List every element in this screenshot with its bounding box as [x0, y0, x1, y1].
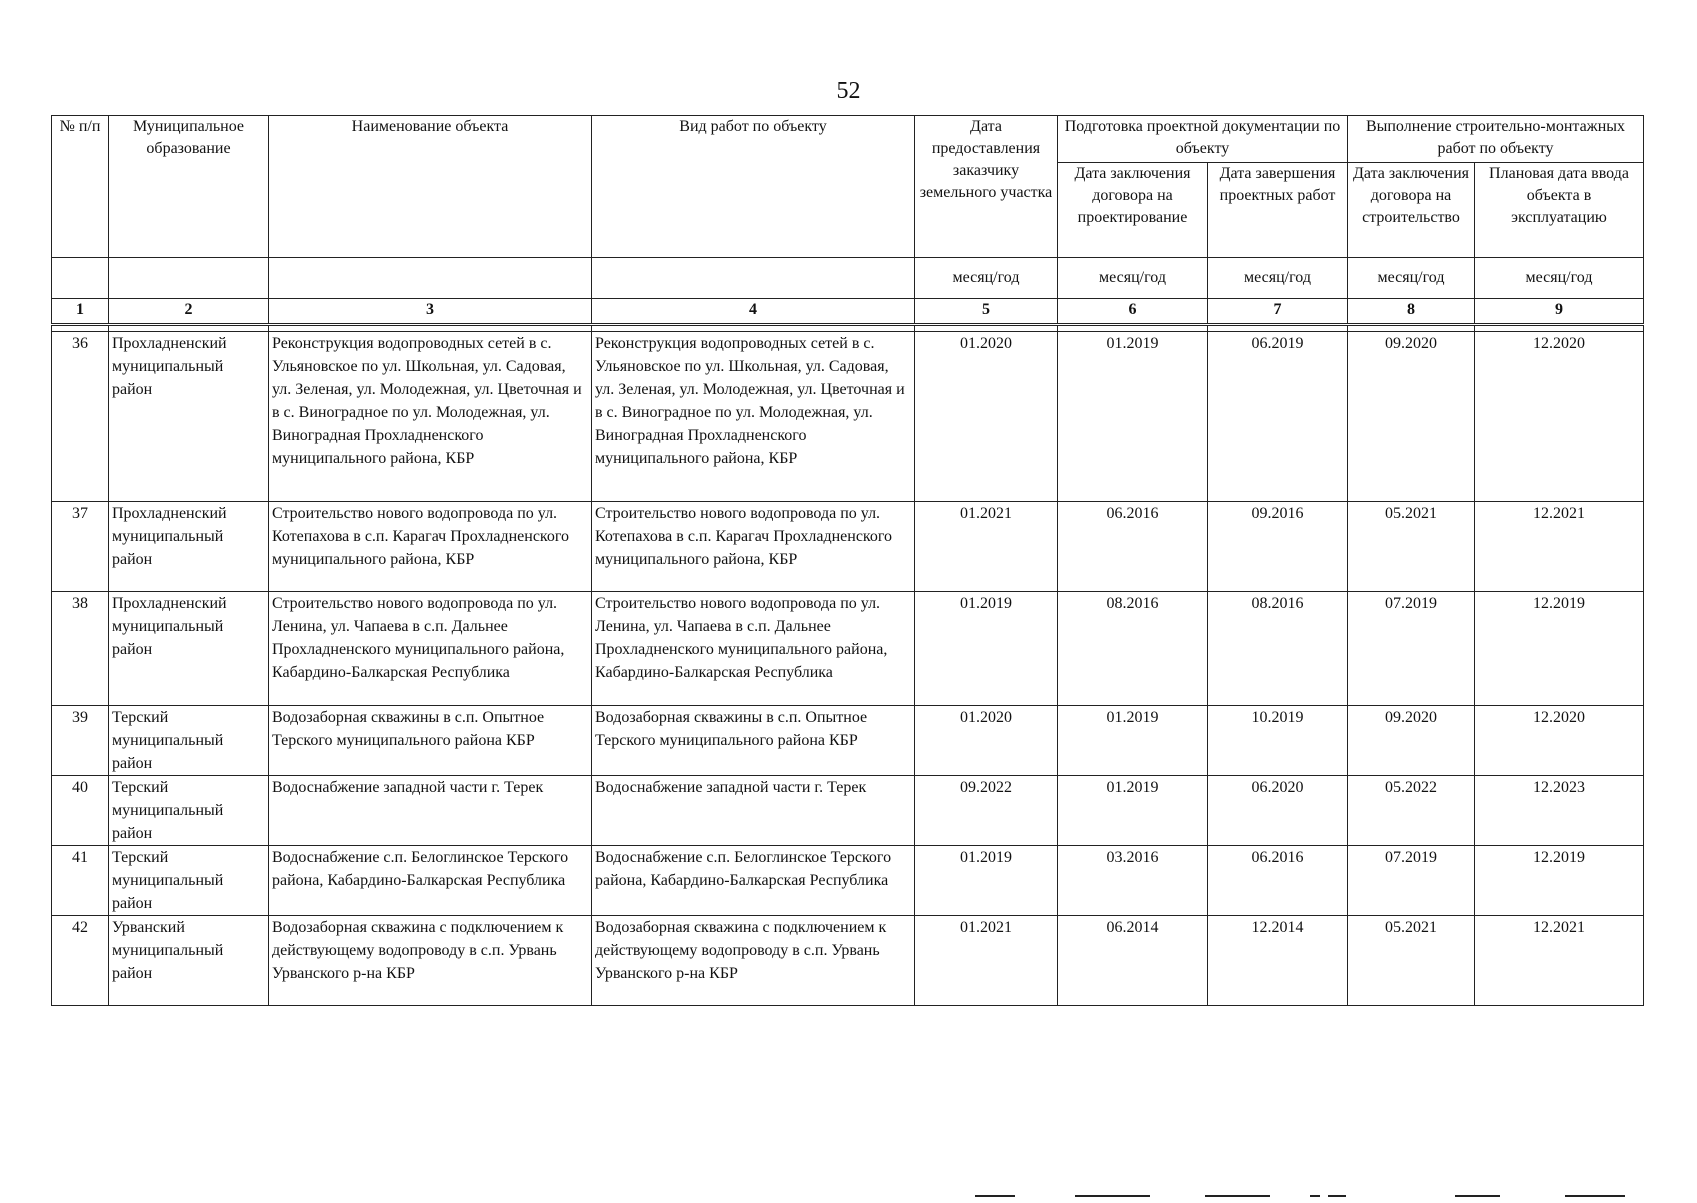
header-work-type: Вид работ по объекту	[592, 116, 915, 258]
row-design-end: 06.2020	[1208, 776, 1348, 846]
row-commission-date: 12.2020	[1475, 706, 1644, 776]
row-design-contract: 06.2016	[1058, 502, 1208, 592]
table-row	[52, 776, 1644, 846]
header-object-name: Наименование объекта	[269, 116, 592, 258]
header-municipality-spacer	[109, 258, 269, 299]
unit-label: месяц/год	[1348, 258, 1475, 299]
unit-label: месяц/год	[1475, 258, 1644, 299]
row-work-type: Строительство нового водопровода по ул. Котепахова в с.п. Карагач Прохладненского муниципального района, КБР	[592, 502, 915, 592]
column-number: 1	[52, 299, 109, 325]
row-municipality: Прохладненский муниципальный район	[109, 502, 269, 592]
row-object-name: Водозаборная скважины в с.п. Опытное Терского муниципального района КБР	[269, 706, 592, 776]
row-object-name: Водозаборная скважина с подключением к действующему водопроводу в с.п. Урвань Урванского р-на КБР	[269, 916, 592, 1006]
row-land-date: 01.2021	[915, 916, 1058, 1006]
row-num: 38	[52, 592, 109, 706]
row-construction-contract: 07.2019	[1348, 592, 1475, 706]
header-design-contract: Дата заключения договора на проектирование	[1058, 163, 1208, 258]
table-header	[52, 116, 1644, 325]
row-municipality: Прохладненский муниципальный район	[109, 592, 269, 706]
row-work-type: Водозаборная скважина с подключением к действующему водопроводу в с.п. Урвань Урванского р-на КБР	[592, 916, 915, 1006]
row-work-type: Водоснабжение западной части г. Терек	[592, 776, 915, 846]
row-object-name: Строительство нового водопровода по ул. Котепахова в с.п. Карагач Прохладненского муниципального района, КБР	[269, 502, 592, 592]
column-number: 3	[269, 299, 592, 325]
row-work-type: Строительство нового водопровода по ул. Ленина, ул. Чапаева в с.п. Дальнее Прохладненского муниципального района, Кабардино-Балкарская Республика	[592, 592, 915, 706]
row-construction-contract: 05.2021	[1348, 916, 1475, 1006]
row-design-contract: 01.2019	[1058, 776, 1208, 846]
row-design-contract: 08.2016	[1058, 592, 1208, 706]
column-number: 8	[1348, 299, 1475, 325]
row-land-date: 01.2021	[915, 502, 1058, 592]
header-object-spacer	[269, 258, 592, 299]
row-design-end: 06.2016	[1208, 846, 1348, 916]
scan-line	[1328, 1195, 1346, 1197]
table-body	[52, 325, 1644, 1006]
row-design-end: 06.2019	[1208, 332, 1348, 502]
row-municipality: Урванский муниципальный район	[109, 916, 269, 1006]
column-number: 6	[1058, 299, 1208, 325]
unit-label: месяц/год	[915, 258, 1058, 299]
row-construction-contract: 05.2021	[1348, 502, 1475, 592]
row-num: 36	[52, 332, 109, 502]
header-municipality: Муниципальное образование	[109, 116, 269, 258]
objects-table	[51, 115, 1644, 1006]
row-design-contract: 03.2016	[1058, 846, 1208, 916]
row-land-date: 01.2019	[915, 846, 1058, 916]
row-construction-contract: 07.2019	[1348, 846, 1475, 916]
scan-line	[1075, 1195, 1150, 1197]
table-row	[52, 706, 1644, 776]
header-land-date: Дата предоставления заказчику земельного участка	[915, 116, 1058, 258]
row-land-date: 09.2022	[915, 776, 1058, 846]
header-gap	[52, 325, 1644, 332]
table-row	[52, 916, 1644, 1006]
row-object-name: Водоснабжение с.п. Белоглинское Терского района, Кабардино-Балкарская Республика	[269, 846, 592, 916]
row-land-date: 01.2019	[915, 592, 1058, 706]
row-municipality: Прохладненский муниципальный район	[109, 332, 269, 502]
unit-label: месяц/год	[1058, 258, 1208, 299]
row-municipality: Терский муниципальный район	[109, 706, 269, 776]
row-design-contract: 01.2019	[1058, 332, 1208, 502]
scan-line	[975, 1195, 1015, 1197]
row-commission-date: 12.2023	[1475, 776, 1644, 846]
page-number: 52	[836, 78, 861, 104]
row-commission-date: 12.2021	[1475, 502, 1644, 592]
row-construction-contract: 05.2022	[1348, 776, 1475, 846]
row-design-end: 10.2019	[1208, 706, 1348, 776]
table-row	[52, 332, 1644, 502]
row-object-name: Реконструкция водопроводных сетей в с. Ульяновское по ул. Школьная, ул. Садовая, ул. Зеленая, ул. Молодежная, ул. Цветочная и в с. Виноградное по ул. Молодежная, ул. Виноградная Прохладненского муниципального района, КБР	[269, 332, 592, 502]
row-work-type: Водозаборная скважины в с.п. Опытное Терского муниципального района КБР	[592, 706, 915, 776]
row-num: 39	[52, 706, 109, 776]
scan-artifact-lines	[0, 1195, 1697, 1203]
scan-line	[1310, 1195, 1320, 1197]
column-number: 7	[1208, 299, 1348, 325]
column-number: 2	[109, 299, 269, 325]
header-num-spacer	[52, 258, 109, 299]
scan-line	[1565, 1195, 1625, 1197]
column-number: 4	[592, 299, 915, 325]
row-work-type: Реконструкция водопроводных сетей в с. Ульяновское по ул. Школьная, ул. Садовая, ул. Зеленая, ул. Молодежная, ул. Цветочная и в с. Виноградное по ул. Молодежная, ул. Виноградная Прохладненского муниципального района, КБР	[592, 332, 915, 502]
row-num: 41	[52, 846, 109, 916]
column-number: 9	[1475, 299, 1644, 325]
column-number: 5	[915, 299, 1058, 325]
header-design-end: Дата завершения проектных работ	[1208, 163, 1348, 258]
unit-label: месяц/год	[1208, 258, 1348, 299]
header-num: № п/п	[52, 116, 109, 258]
header-commission-date: Плановая дата ввода объекта в эксплуатацию	[1475, 163, 1644, 258]
row-land-date: 01.2020	[915, 332, 1058, 502]
row-design-contract: 06.2014	[1058, 916, 1208, 1006]
row-num: 40	[52, 776, 109, 846]
row-num: 42	[52, 916, 109, 1006]
scan-line	[1205, 1195, 1270, 1197]
row-design-end: 08.2016	[1208, 592, 1348, 706]
table-row	[52, 502, 1644, 592]
row-construction-contract: 09.2020	[1348, 332, 1475, 502]
row-num: 37	[52, 502, 109, 592]
row-commission-date: 12.2020	[1475, 332, 1644, 502]
row-municipality: Терский муниципальный район	[109, 846, 269, 916]
row-design-end: 12.2014	[1208, 916, 1348, 1006]
row-design-contract: 01.2019	[1058, 706, 1208, 776]
header-construction-contract: Дата заключения договора на строительство	[1348, 163, 1475, 258]
table-row	[52, 846, 1644, 916]
row-object-name: Водоснабжение западной части г. Терек	[269, 776, 592, 846]
header-construction-group: Выполнение строительно-монтажных работ по объекту	[1348, 116, 1644, 163]
row-design-end: 09.2016	[1208, 502, 1348, 592]
scan-line	[1455, 1195, 1500, 1197]
header-design-group: Подготовка проектной документации по объекту	[1058, 116, 1348, 163]
header-work-spacer	[592, 258, 915, 299]
row-municipality: Терский муниципальный район	[109, 776, 269, 846]
row-land-date: 01.2020	[915, 706, 1058, 776]
row-construction-contract: 09.2020	[1348, 706, 1475, 776]
row-commission-date: 12.2019	[1475, 846, 1644, 916]
row-object-name: Строительство нового водопровода по ул. Ленина, ул. Чапаева в с.п. Дальнее Прохладненского муниципального района, Кабардино-Балкарская Республика	[269, 592, 592, 706]
row-commission-date: 12.2019	[1475, 592, 1644, 706]
table-row	[52, 592, 1644, 706]
row-commission-date: 12.2021	[1475, 916, 1644, 1006]
row-work-type: Водоснабжение с.п. Белоглинское Терского района, Кабардино-Балкарская Республика	[592, 846, 915, 916]
